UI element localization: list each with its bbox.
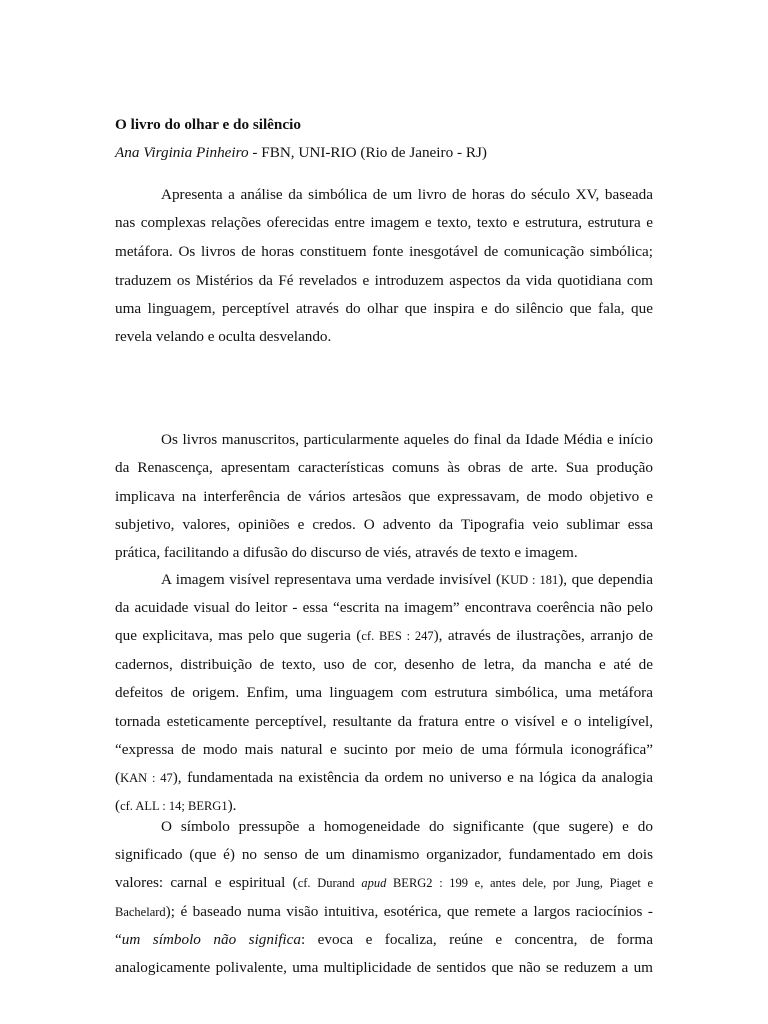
- body-line: [115, 626, 653, 646]
- abstract-line: uma linguagem, perceptível através do olhar que inspira e do silêncio que fala, que: [115, 300, 653, 317]
- body-line: [115, 768, 653, 788]
- body-line: [115, 930, 653, 950]
- body-line: tornada esteticamente perceptível, resultante da fratura entre o visível e o inteligível,: [115, 713, 653, 730]
- abstract-line: revela velando e oculta desvelando.: [115, 328, 332, 345]
- author-affiliation: - FBN, UNI-RIO (Rio de Janeiro - RJ): [248, 144, 487, 161]
- text-segment: ).: [227, 797, 237, 814]
- body-line: da acuidade visual do leitor - essa “escrita na imagem” encontrava coerência não pelo: [115, 599, 653, 616]
- citation: KAN : 47: [120, 771, 173, 785]
- citation-apud: apud: [361, 876, 387, 890]
- text-segment: A imagem visível representava uma verdade invisível (: [161, 571, 502, 588]
- body-line: da Renascença, apresentam características comuns às obras de arte. Sua produção: [115, 459, 653, 476]
- text-segment: “: [115, 931, 122, 948]
- citation: cf. ALL : 14; BERG1: [120, 799, 228, 813]
- text-segment: ); é baseado numa visão intuitiva, esotérica, que remete a largos raciocínios -: [165, 903, 653, 920]
- body-line: implicava na interferência de vários artesãos que expressavam, de modo objetivo e: [115, 488, 653, 505]
- body-line: “expressa de modo mais natural e sucinto por meio de uma fórmula iconográfica”: [115, 741, 653, 758]
- abstract-line: Apresenta a análise da simbólica de um livro de horas do século XV, baseada: [161, 186, 653, 203]
- body-line: [115, 796, 653, 816]
- body-line: defeitos de origem. Enfim, uma linguagem com estrutura simbólica, uma metáfora: [115, 684, 653, 701]
- text-segment: ), fundamentada na existência da ordem no universo e na lógica da analogia: [172, 769, 653, 786]
- citation: BERG2 : 199 e, antes dele, por Jung, Piaget e: [386, 876, 654, 890]
- body-line: significado (que é) no senso de um dinamismo organizador, fundamentado em dois: [115, 846, 653, 863]
- body-line: O símbolo pressupõe a homogeneidade do significante (que sugere) e do: [161, 818, 653, 835]
- abstract-line: traduzem os Mistérios da Fé revelados e introduzem aspectos da vida quotidiana com: [115, 272, 653, 289]
- body-line: [161, 570, 653, 590]
- body-line: [115, 902, 653, 922]
- body-line: prática, facilitando a difusão do discurso de viés, através de texto e imagem.: [115, 544, 578, 561]
- text-segment: que explicitava, mas pelo que sugeria (: [115, 627, 362, 644]
- text-segment: (: [115, 769, 121, 786]
- text-segment: ), que dependia: [558, 571, 653, 588]
- citation: Bachelard: [115, 905, 166, 919]
- text-segment: valores: carnal e espiritual (: [115, 874, 298, 891]
- citation: cf. Durand: [297, 876, 362, 890]
- quote-italic: um símbolo não significa: [121, 931, 301, 948]
- body-line: subjetivo, valores, opiniões e credos. O advento da Tipografia veio sublimar essa: [115, 516, 653, 533]
- body-line: Os livros manuscritos, particularmente aqueles do final da Idade Média e início: [161, 431, 653, 448]
- text-segment: : evoca e focaliza, reúne e concentra, de forma: [300, 931, 653, 948]
- abstract-line: nas complexas relações oferecidas entre imagem e texto, texto e estrutura, estrutura e: [115, 214, 653, 231]
- citation: cf. BES : 247: [361, 629, 434, 643]
- body-line: cadernos, distribuição de texto, uso de cor, desenho de letra, da mancha e até de: [115, 656, 653, 673]
- body-line: [115, 873, 653, 893]
- author-name: Ana Virginia Pinheiro: [115, 144, 249, 161]
- citation: KUD : 181: [501, 573, 559, 587]
- document-title: O livro do olhar e do silêncio: [115, 116, 301, 133]
- abstract-line: metáfora. Os livros de horas constituem fonte inesgotável de comunicação simbólica;: [115, 243, 653, 260]
- text-segment: ), através de ilustrações, arranjo de: [433, 627, 654, 644]
- author-line: [115, 144, 487, 162]
- text-segment: (: [115, 797, 121, 814]
- body-line: analogicamente polivalente, uma multiplicidade de sentidos que não se reduzem a um: [115, 959, 653, 976]
